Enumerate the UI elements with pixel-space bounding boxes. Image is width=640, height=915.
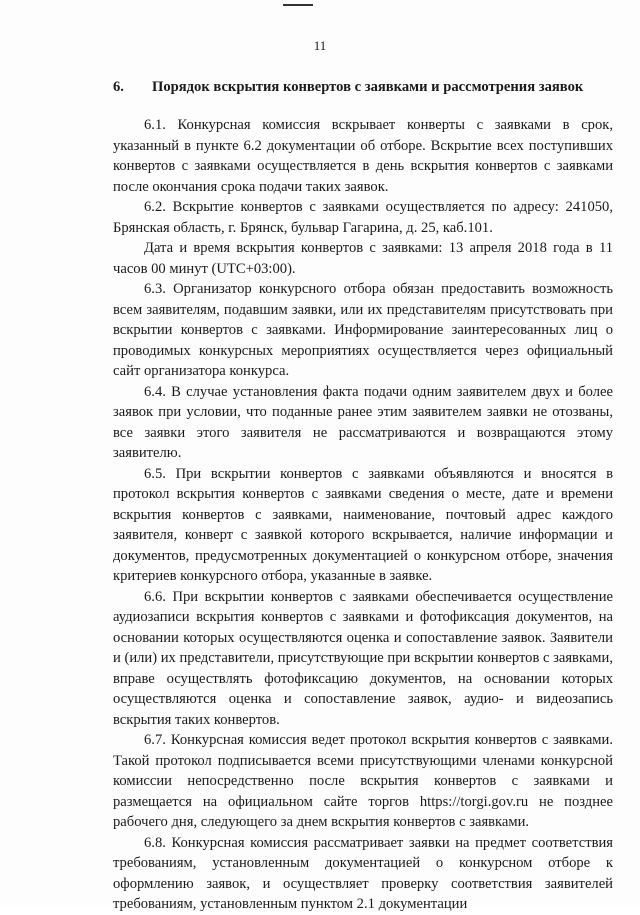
page-number: 11 (313, 38, 327, 53)
paragraph-6-8: 6.8. Конкурсная комиссия рассматривает заявки на предмет соответствия требованиям, установленным документацией о конкурсном отборе к оформлению заявок, и осуществляет проверку соответствия заявителей требованиям, установленным пунктом 2.1 документации (113, 834, 613, 912)
paragraph-6-1: 6.1. Конкурсная комиссия вскрывает конверты с заявками в срок, указанный в пункте 6.2 документации об отборе. Вскрытие всех поступивших конвертов с заявками осуществляется в день вскрытия конвертов с заявками после окончания срока подачи таких заявок. (113, 117, 613, 195)
section-number: 6. (113, 79, 124, 95)
top-rule (283, 4, 313, 6)
section-body (113, 115, 613, 915)
section-heading (113, 79, 613, 96)
paragraph-6-4: 6.4. В случае установления факта подачи одним заявителем двух и более заявок при условии, что поданные ранее этим заявителем заявки не отозваны, все заявки этого заявителя не рассматриваются и возвращаются этому заявителю. (113, 383, 613, 461)
paragraph-opening-date: Дата и время вскрытия конвертов с заявками: 13 апреля 2018 года в 11 часов 00 минут (UTC+03:00). (113, 240, 613, 277)
paragraph-6-5: 6.5. При вскрытии конвертов с заявками объявляются и вносятся в протокол вскрытия конвертов с заявками сведения о месте, дате и времени вскрытия конвертов с заявками, наименование, почтовый адрес каждого заявителя, конверт с заявкой которого вскрывается, наличие информации и документов, предусмотренных документацией о конкурсном отборе, значения критериев конкурсного отбора, указанные в заявке. (113, 465, 613, 584)
paragraph-6-6: 6.6. При вскрытии конвертов с заявками обеспечивается осуществление аудиозаписи вскрытия конвертов с заявками и фотофиксация документов, на основании которых осуществляются оценка и сопоставление заявок. Заявители и (или) их представители, присутствующие при вскрытии конвертов с заявками, вправе осуществлять фотофиксацию документов, на основании которых осуществляются оценка и сопоставление заявок, аудио- и видеозапись вскрытия таких конвертов. (113, 588, 613, 728)
paragraph-6-3: 6.3. Организатор конкурсного отбора обязан предоставить возможность всем заявителям, подавшим заявки, или их представителям присутствовать при вскрытии конвертов с заявками. Информирование заинтересованных лиц о проводимых конкурсных мероприятиях осуществляется через официальный сайт организатора конкурса. (113, 281, 613, 379)
section-title: Порядок вскрытия конвертов с заявками и рассмотрения заявок (152, 79, 584, 95)
paragraph-6-7: 6.7. Конкурсная комиссия ведет протокол вскрытия конвертов с заявками. Такой протокол подписывается всеми присутствующими членами конкурсной комиссии непосредственно после вскрытия конвертов с заявками и размещается на официальном сайте торгов https://torgi.gov.ru не позднее рабочего дня, следующего за днем вскрытия конвертов с заявками. (113, 732, 613, 830)
paragraph-6-2: 6.2. Вскрытие конвертов с заявками осуществляется по адресу: 241050, Брянская область, г. Брянск, бульвар Гагарина, д. 25, каб.101. (113, 199, 613, 236)
